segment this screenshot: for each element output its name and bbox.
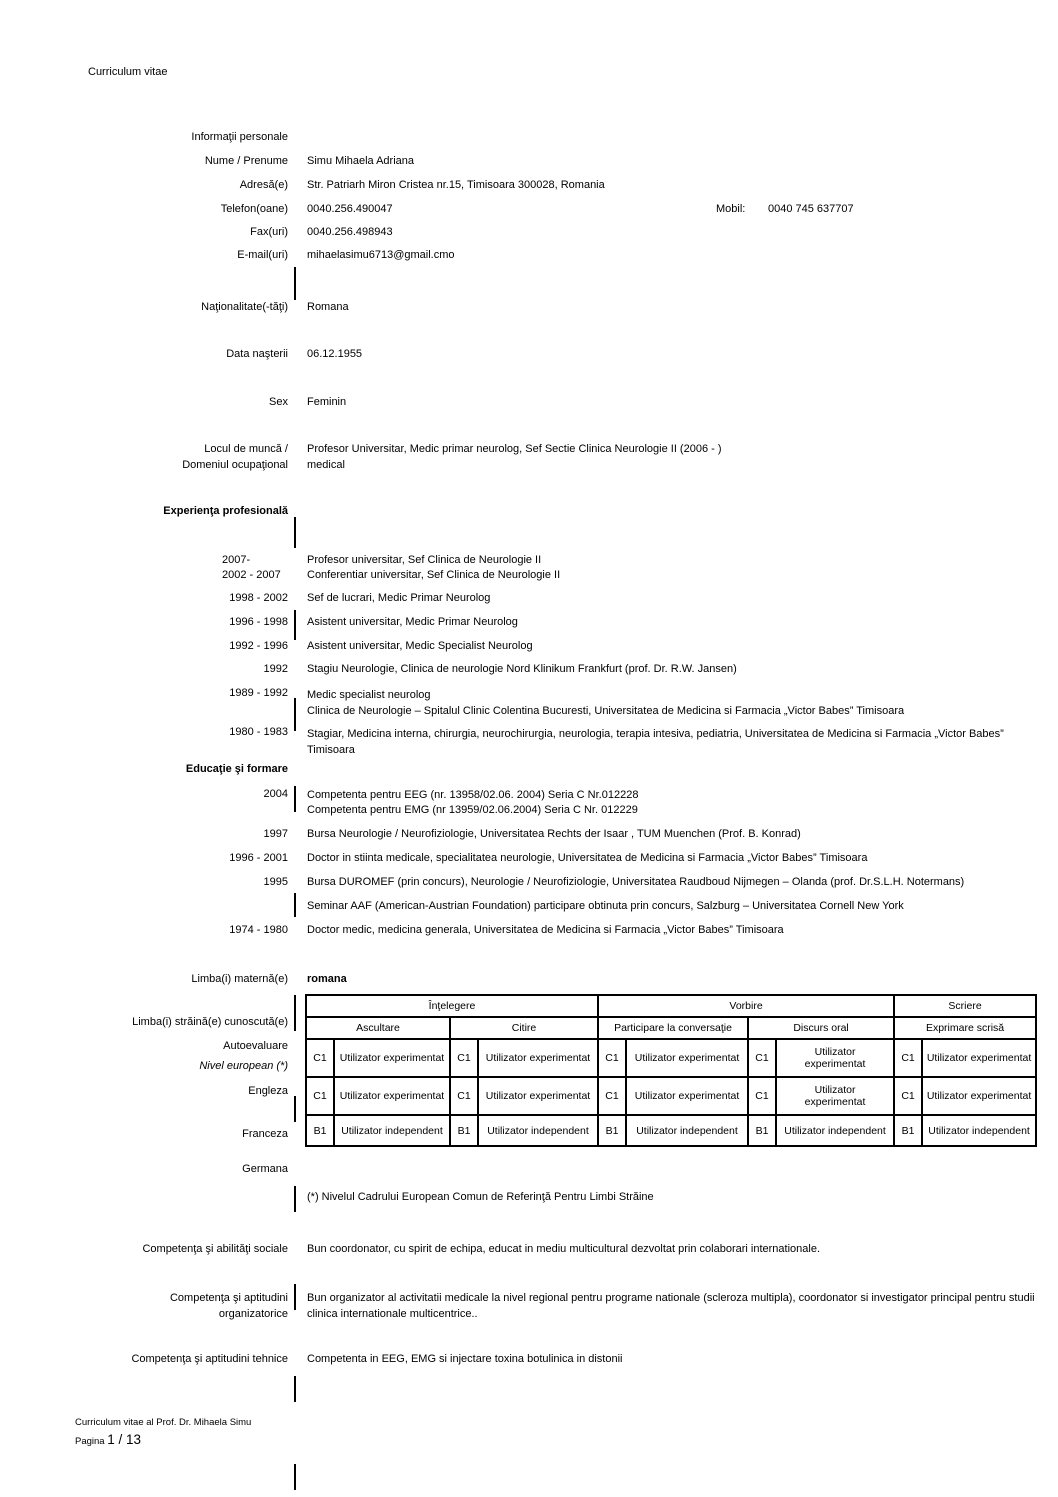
- experience-entry: [307, 553, 560, 583]
- education-period: 1997: [263, 828, 288, 840]
- level-cell: C1: [450, 1039, 478, 1077]
- education-entry: Seminar AAF (American-Austrian Foundation) participare obtinuta prin concurs, Salzburg – Universitatea Cornell New York: [307, 900, 904, 912]
- desc-text: Utilizator experimentat: [804, 1046, 866, 1070]
- experience-period: 1992: [263, 663, 288, 675]
- email-label: E-mail(uri): [237, 249, 288, 261]
- desc-cell: Utilizator independent: [776, 1115, 894, 1146]
- experience-entry-line1: Profesor universitar, Sef Clinica de Neurologie II: [307, 554, 542, 566]
- language-skills-table: [305, 994, 1037, 1147]
- sex-label: Sex: [269, 396, 288, 408]
- experience-entry: Asistent universitar, Medic Specialist Neurolog: [307, 640, 533, 652]
- sex-value: Feminin: [307, 396, 347, 408]
- level-cell: B1: [306, 1115, 334, 1146]
- footer-page-label: Pagina: [75, 1436, 105, 1447]
- experience-period: 1996 - 1998: [229, 616, 288, 628]
- cefr-note: (*) Nivelul Cadrului European Comun de Referinţă Pentru Limbi Străine: [307, 1191, 654, 1203]
- column-divider-tick: [294, 1464, 296, 1490]
- workplace-value: [307, 441, 722, 473]
- experience-entry: Stagiar, Medicina interna, chirurgia, neurochirurgia, neurologia, terapia intesiva, pediatria, Universitatea de Medicina si Farmacia „Victor Babes” Timisoara: [307, 728, 1004, 756]
- mobile-value: 0040 745 637707: [768, 203, 854, 215]
- education-period: 1996 - 2001: [229, 852, 288, 864]
- desc-cell: [776, 1077, 894, 1115]
- column-divider-tick: [294, 698, 296, 731]
- experience-period-line2: 2002 - 2007: [222, 569, 281, 581]
- mobile-label: Mobil:: [716, 203, 746, 215]
- group-writing: Scriere: [894, 995, 1036, 1017]
- footer-page-row: [75, 1434, 141, 1448]
- column-divider-tick: [294, 517, 296, 548]
- experience-period: 1992 - 1996: [229, 640, 288, 652]
- nationality-label: Naţionalitate(-tăţi): [201, 301, 288, 313]
- experience-entry-line2: Conferentiar universitar, Sef Clinica de Neurologie II: [307, 569, 561, 581]
- table-row: [306, 1077, 1036, 1115]
- education-entry: Bursa Neurologie / Neurofiziologie, Universitatea Rechts der Isaar , TUM Muenchen (Prof. B. Konrad): [307, 828, 801, 840]
- section-education: Educaţie şi formare: [185, 763, 288, 775]
- table-group-header-row: [306, 995, 1036, 1017]
- experience-period: 1980 - 1983: [229, 726, 288, 738]
- language-french-label: Franceza: [242, 1128, 288, 1140]
- column-divider-tick: [294, 786, 296, 812]
- experience-entry: [307, 687, 904, 719]
- desc-cell: [776, 1039, 894, 1077]
- education-period: 1995: [263, 876, 288, 888]
- foreign-languages-label: Limba(i) străină(e) cunoscută(e): [132, 1016, 288, 1028]
- desc-text: Utilizator experimentat: [804, 1084, 866, 1108]
- table-row: [306, 1039, 1036, 1077]
- social-competences-label: Competenţa şi abilităţi sociale: [142, 1243, 288, 1255]
- experience-entry: Sef de lucrari, Medic Primar Neurolog: [307, 592, 491, 604]
- level-cell: C1: [450, 1077, 478, 1115]
- phone-label: Telefon(oane): [220, 203, 288, 215]
- email-value: mihaelasimu6713@gmail.cmo: [307, 249, 455, 261]
- group-understanding: Înţelegere: [306, 995, 598, 1017]
- technical-competences-text: Competenta in EEG, EMG si injectare toxina botulinica in distonii: [307, 1353, 623, 1365]
- column-divider-tick: [294, 610, 296, 640]
- experience-period: 1998 - 2002: [229, 592, 288, 604]
- column-divider-tick: [294, 893, 296, 917]
- level-cell: C1: [598, 1039, 626, 1077]
- organisational-label-line1: Competenţa şi aptitudini: [169, 1292, 288, 1304]
- workplace-label-line1: Locul de muncă /: [204, 443, 288, 455]
- birthdate-label: Data naşterii: [226, 348, 288, 360]
- desc-cell: Utilizator experimentat: [334, 1039, 450, 1077]
- level-cell: C1: [306, 1077, 334, 1115]
- level-cell: B1: [598, 1115, 626, 1146]
- experience-entry: Stagiu Neurologie, Clinica de neurologie Nord Klinikum Frankfurt (prof. Dr. R.W. Jansen): [307, 663, 737, 675]
- phone-value: 0040.256.490047: [307, 203, 393, 215]
- desc-cell: Utilizator experimentat: [922, 1077, 1036, 1115]
- column-divider-tick: [294, 1186, 296, 1212]
- organisational-competences-label: [0, 1290, 288, 1322]
- desc-cell: Utilizator independent: [334, 1115, 450, 1146]
- experience-period: 1989 - 1992: [229, 687, 288, 699]
- desc-cell: Utilizator experimentat: [334, 1077, 450, 1115]
- language-german-label: Germana: [242, 1163, 288, 1175]
- level-cell: C1: [306, 1039, 334, 1077]
- level-cell: B1: [450, 1115, 478, 1146]
- technical-competences-label: Competenţa şi aptitudini tehnice: [131, 1353, 288, 1365]
- fax-value: 0040.256.498943: [307, 226, 393, 238]
- desc-cell: Utilizator independent: [478, 1115, 598, 1146]
- column-divider-tick: [294, 1376, 296, 1402]
- document-header: Curriculum vitae: [88, 66, 168, 78]
- name-value: Simu Mihaela Adriana: [307, 155, 415, 167]
- address-label: Adresă(e): [239, 179, 288, 191]
- experience-entry: Asistent universitar, Medic Primar Neurolog: [307, 616, 518, 628]
- desc-cell: Utilizator experimentat: [478, 1039, 598, 1077]
- desc-cell: Utilizator experimentat: [922, 1039, 1036, 1077]
- language-english-label: Engleza: [248, 1085, 288, 1097]
- table-row: [306, 1115, 1036, 1146]
- workplace-value-line2: medical: [307, 459, 345, 471]
- level-cell: C1: [748, 1077, 776, 1115]
- skill-writing: Exprimare scrisă: [894, 1017, 1036, 1039]
- column-divider-tick: [294, 1284, 296, 1310]
- desc-cell: Utilizator experimentat: [626, 1077, 748, 1115]
- level-cell: C1: [894, 1039, 922, 1077]
- nationality-value: Romana: [307, 301, 349, 313]
- experience-period-line1: 2007-: [222, 554, 251, 566]
- organisational-label-line2: organizatorice: [218, 1308, 288, 1320]
- mother-tongue-label: Limba(i) maternă(e): [191, 973, 288, 985]
- desc-cell: Utilizator experimentat: [626, 1039, 748, 1077]
- column-divider-tick: [294, 995, 296, 1031]
- education-period: 2004: [263, 788, 288, 800]
- education-entry: Doctor medic, medicina generala, Universitatea de Medicina si Farmacia „Victor Babes” Timisoara: [307, 924, 784, 936]
- column-divider-tick: [294, 1096, 296, 1122]
- european-level-label: Nivel european (*): [199, 1060, 288, 1072]
- workplace-label: [0, 441, 288, 473]
- address-value: Str. Patriarh Miron Cristea nr.15, Timisoara 300028, Romania: [307, 179, 605, 191]
- skill-reading: Citire: [450, 1017, 598, 1039]
- level-cell: B1: [894, 1115, 922, 1146]
- level-cell: C1: [748, 1039, 776, 1077]
- desc-cell: Utilizator experimentat: [478, 1077, 598, 1115]
- education-entry: Bursa DUROMEF (prin concurs), Neurologie / Neurofiziologie, Universitatea Raudboud Nijmegen – Olanda (prof. Dr.S.L.H. Notermans): [307, 876, 965, 888]
- social-competences-text: Bun coordonator, cu spirit de echipa, educat in mediu multicultural dezvoltat prin colaborari internationale.: [307, 1243, 821, 1255]
- fax-label: Fax(uri): [250, 226, 288, 238]
- section-personal-info: Informaţii personale: [191, 131, 288, 143]
- level-cell: B1: [748, 1115, 776, 1146]
- experience-entry-line2: Clinica de Neurologie – Spitalul Clinic Colentina Bucuresti, Universitatea de Medicina si Farmacia „Victor Babes” Timisoara: [307, 705, 905, 717]
- skill-conversation: Participare la conversaţie: [598, 1017, 748, 1039]
- column-divider-tick: [294, 267, 296, 300]
- education-entry: [307, 788, 638, 818]
- skill-oral: Discurs oral: [748, 1017, 894, 1039]
- education-entry-line2: Competenta pentru EMG (nr 13959/02.06.2004) Seria C Nr. 012229: [307, 804, 638, 816]
- name-label: Nume / Prenume: [204, 155, 288, 167]
- education-entry-line1: Competenta pentru EEG (nr. 13958/02.06. 2004) Seria C Nr.012228: [307, 789, 639, 801]
- desc-cell: Utilizator independent: [922, 1115, 1036, 1146]
- birthdate-value: 06.12.1955: [307, 348, 363, 360]
- mother-tongue-value: romana: [307, 973, 347, 985]
- desc-cell: Utilizator independent: [626, 1115, 748, 1146]
- workplace-value-line1: Profesor Universitar, Medic primar neurolog, Sef Sectie Clinica Neurologie II (2006 - ): [307, 443, 722, 455]
- education-entry: Doctor in stiinta medicale, specialitatea neurologie, Universitatea de Medicina si Farmacia „Victor Babes” Timisoara: [307, 852, 868, 864]
- organisational-competences-text: Bun organizator al activitatii medicale la nivel regional pentru programe nationale (scleroza multipla), coordonator si investigator principal pentru studii clinica internationale multicentrice..: [307, 1292, 1035, 1320]
- skill-listening: Ascultare: [306, 1017, 450, 1039]
- level-cell: C1: [598, 1077, 626, 1115]
- footer-title: Curriculum vitae al Prof. Dr. Mihaela Simu: [75, 1417, 252, 1428]
- level-cell: C1: [894, 1077, 922, 1115]
- footer-page-number: 1 / 13: [107, 1432, 142, 1447]
- experience-entry-line1: Medic specialist neurolog: [307, 689, 431, 701]
- education-period: 1974 - 1980: [229, 924, 288, 936]
- experience-period: [222, 553, 281, 583]
- group-speaking: Vorbire: [598, 995, 894, 1017]
- self-assessment-label: Autoevaluare: [223, 1040, 288, 1052]
- workplace-label-line2: Domeniul ocupaţional: [182, 459, 288, 471]
- table-skill-header-row: [306, 1017, 1036, 1039]
- section-experience: Experienţa profesională: [163, 505, 288, 517]
